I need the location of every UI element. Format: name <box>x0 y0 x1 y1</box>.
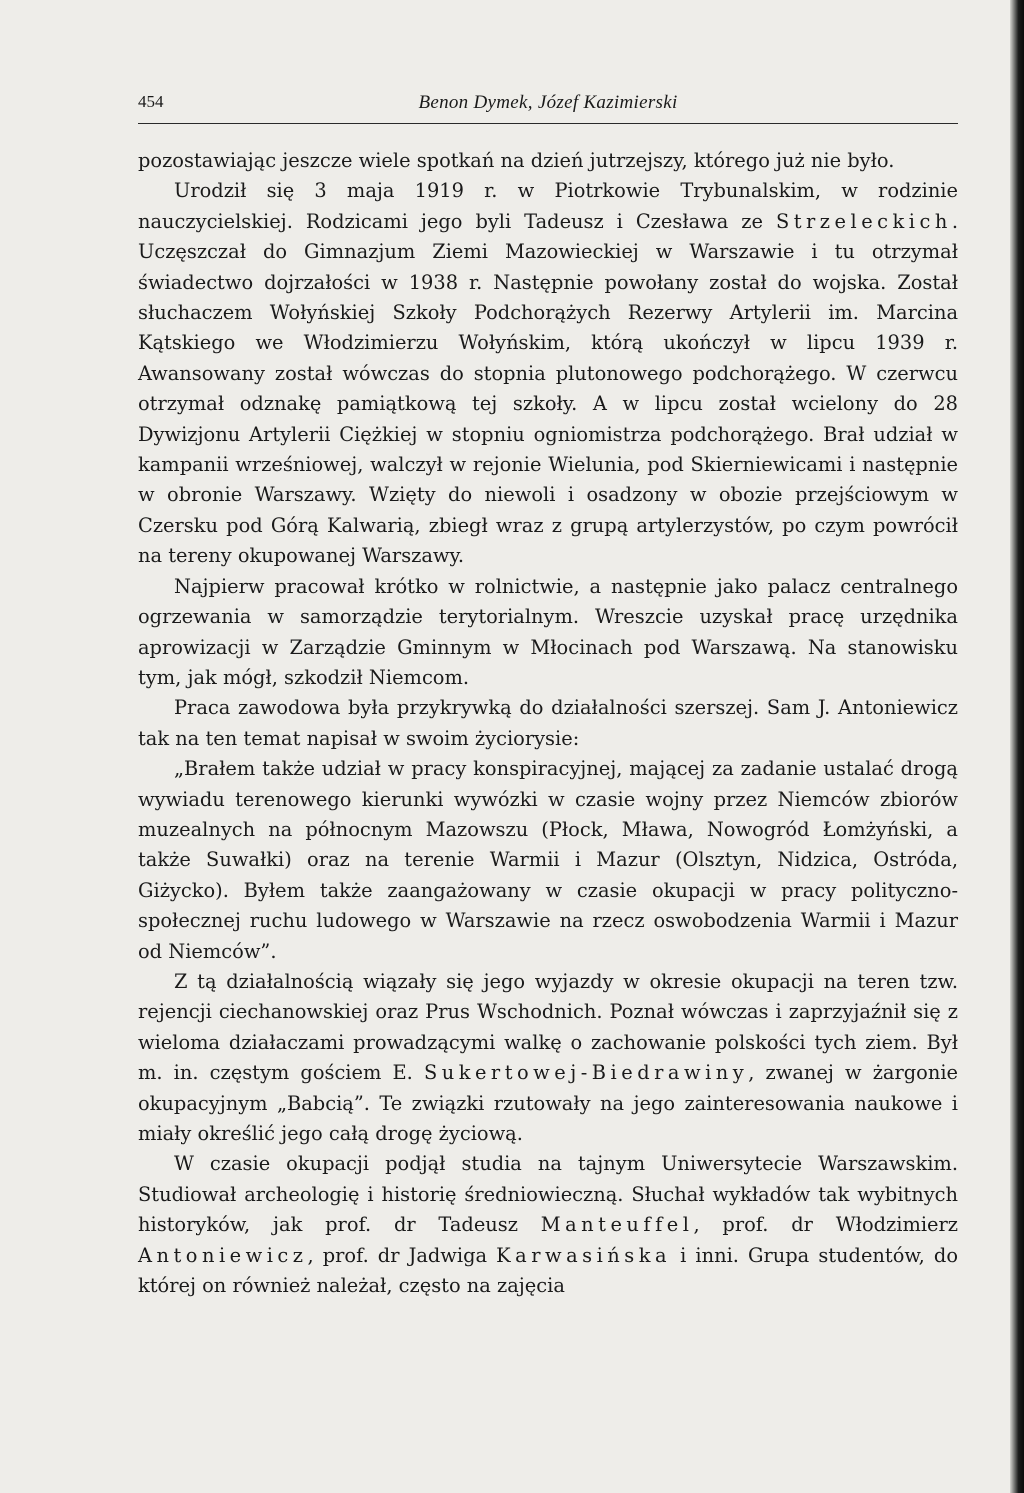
body-text <box>138 146 958 1301</box>
page-edge-shadow <box>1010 0 1024 1493</box>
paragraph-continuation: pozostawiając jeszcze wiele spotkań na dzień jutrzejszy, którego już nie było. <box>138 149 895 172</box>
spaced-name: Manteuffel <box>540 1213 694 1237</box>
running-title: Benon Dymek, Józef Kazimierski <box>418 92 678 113</box>
paragraph-birth: Urodził się 3 maja 1919 r. w Piotrkowie Trybunalskim, w rodzinie nauczycielskiej. Rodzicami jego byli Tadeusz i Czesława ze Strzeleckich. Uczęszczał do Gimnazjum Ziemi Mazowieckiej w Warszawie i tu otrzymał świadectwo dojrzałości w 1938 r. Następnie powołany został do wojska. Został słuchaczem Wołyńskiej Szkoły Podchorążych Rezerwy Artylerii im. Marcina Kątskiego we Włodzimierzu Wołyńskim, którą ukończył w lipcu 1939 r. Awansowany został wówczas do stopnia plutonowego podchorążego. W czerwcu otrzymał odznakę pamiątkową tej szkoły. A w lipcu został wcielony do 28 Dywizjonu Artylerii Ciężkiej w stopniu ogniomistrza podchorążego. Brał udział w kampanii wrześniowej, walczył w rejonie Wielunia, pod Skierniewicami i następnie w obronie Warszawy. Wzięty do niewoli i osadzony w obozie przejściowym w Czersku pod Górą Kalwarią, zbiegł wraz z grupą artylerzystów, po czym powrócił na tereny okupowanej Warszawy. <box>138 179 958 568</box>
paragraph-travels: Z tą działalnością wiązały się jego wyjazdy w okresie okupacji na teren tzw. rejencji ciechanowskiej oraz Prus Wschodnich. Poznał wówczas i zaprzyjaźnił się z wieloma działaczami prowadzącymi walkę o zachowanie polskości tych ziem. Był m. in. częstym gościem E. Sukertowej-Biedrawiny, zwanej w żargonie okupacyjnym „Babcią”. Te związki rzutowały na jego zainteresowania naukowe i miały określić jego całą drogę życiową. <box>138 969 958 1145</box>
paragraph-work: Najpierw pracował krótko w rolnictwie, a następnie jako palacz centralnego ogrzewania w samorządzie terytorialnym. Wreszcie uzyskał pracę urzędnika aprowizacji w Zarządzie Gminnym w Młocinach pod Warszawą. Na stanowisku tym, jak mógł, szkodził Niemcom. <box>138 574 958 689</box>
quotation: „Brałem także udział w pracy konspiracyjnej, mającej za zadanie ustalać drogą wywiadu terenowego kierunki wywózki w czasie wojny przez Niemców zbiorów muzealnych na północnym Mazowszu (Płock, Mława, Nowogród Łomżyński, a także Suwałki) oraz na terenie Warmii i Mazur (Olsztyn, Nidzica, Ostróda, Giżycko). Byłem także zaangażowany w czasie okupacji w pracy polityczno-społecznej ruchu ludowego w Warszawie na rzecz oswobodzenia Warmii i Mazur od Niemców”. <box>138 757 958 963</box>
header-rule <box>138 123 958 124</box>
page-number: 454 <box>138 92 164 111</box>
paragraph-cover: Praca zawodowa była przykrywką do działalności szerszej. Sam J. Antoniewicz tak na ten temat napisał w swoim życiorysie: <box>138 696 958 750</box>
spaced-name: Karwasińska <box>496 1243 672 1267</box>
spaced-name: Sukertowej-Biedrawiny <box>423 1061 749 1085</box>
spaced-name: Antoniewicz <box>138 1243 308 1267</box>
paragraph-studies: W czasie okupacji podjął studia na tajnym Uniwersytecie Warszawskim. Studiował archeologię i historię średniowieczną. Słuchał wykładów tak wybitnych historyków, jak prof. dr Tadeusz Manteuffel, prof. dr Włodzimierz Antoniewicz, prof. dr Jadwiga Karwasińska i inni. Grupa studentów, do której on również należał, często na zajęcia <box>138 1152 959 1298</box>
spaced-name: Strzeleckich <box>775 209 952 233</box>
page-header <box>138 92 958 116</box>
